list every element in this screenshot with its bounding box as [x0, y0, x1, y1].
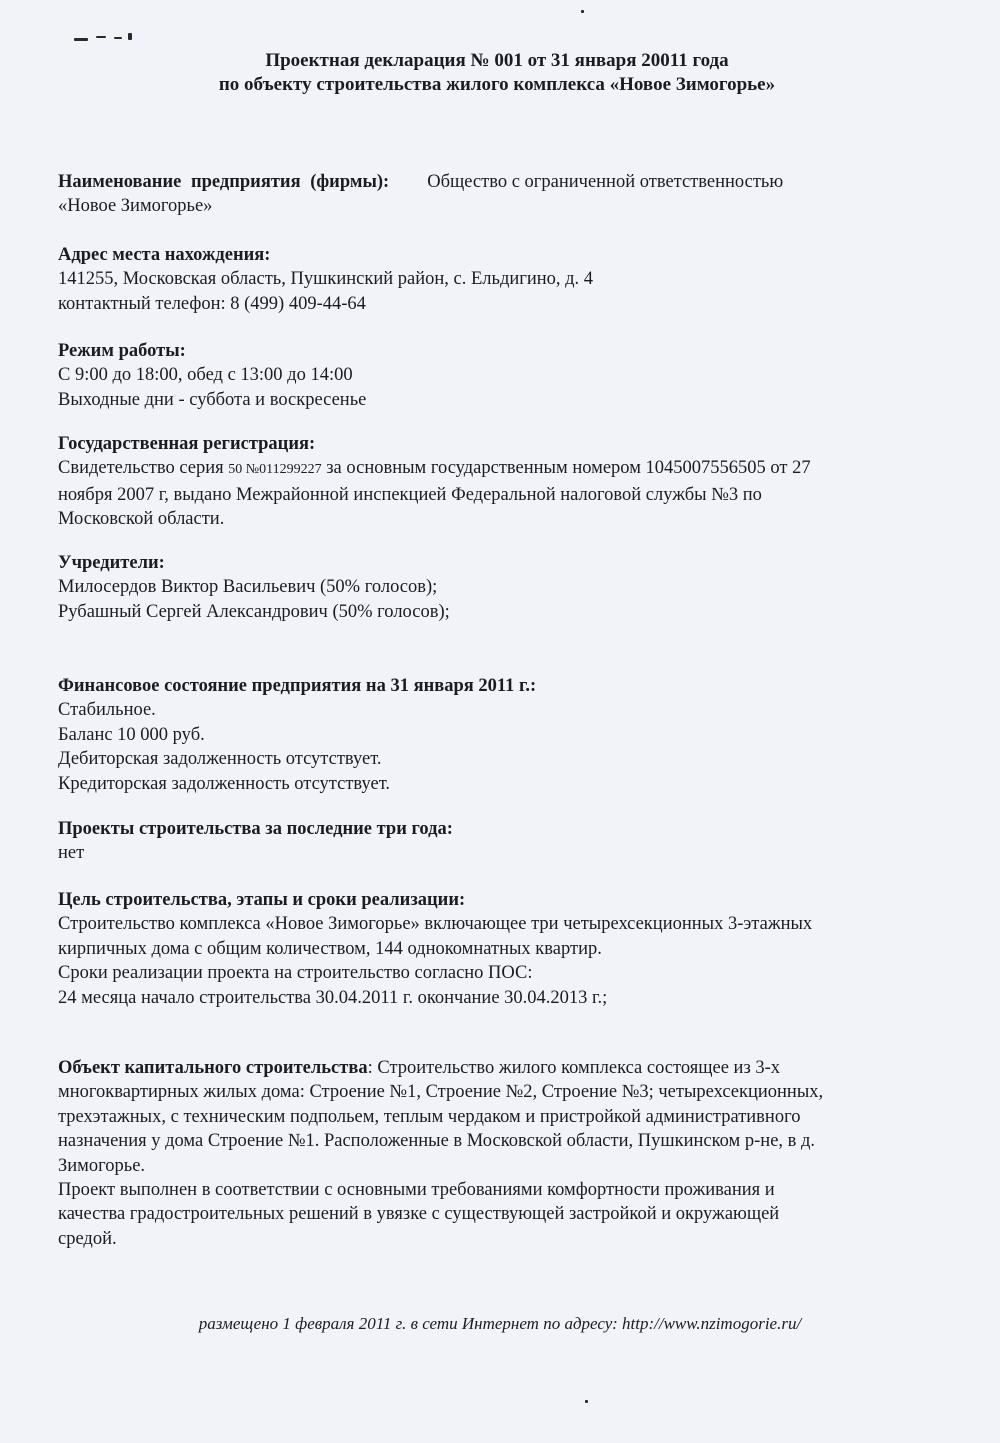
- hours-section: [58, 339, 938, 412]
- document-title: [0, 49, 1000, 97]
- scan-mark-topleft: [74, 38, 88, 41]
- registration-heading: Государственная регистрация:: [58, 434, 316, 454]
- registration-line-2: ноября 2007 г, выдано Межрайонной инспекцией Федеральной налоговой службы №3 по: [58, 484, 762, 505]
- object-label: Объект капитального строительства: [58, 1058, 368, 1078]
- object-line-5: Зимогорье.: [58, 1155, 146, 1176]
- object-line-8: средой.: [58, 1228, 117, 1249]
- scan-dot-bottom: [585, 1400, 588, 1403]
- founders-heading: Учредители:: [58, 553, 165, 573]
- finance-heading: Финансовое состояние предприятия на 31 января 2011 г.:: [58, 676, 537, 696]
- founder-2: Рубашный Сергей Александрович (50% голосов);: [58, 601, 450, 622]
- registration-line-3: Московской области.: [58, 509, 225, 530]
- projects-section: [58, 817, 938, 866]
- company-section: [58, 170, 938, 219]
- registration-text-1: Свидетельство серия: [58, 458, 224, 479]
- registration-section: [58, 432, 938, 532]
- address-section: [58, 243, 938, 316]
- address-phone: контактный телефон: 8 (499) 409-44-64: [58, 293, 366, 314]
- goal-heading: Цель строительства, этапы и сроки реализации:: [58, 890, 466, 910]
- company-value-1: Общество с ограниченной ответственностью: [427, 172, 784, 192]
- publication-note: размещено 1 февраля 2011 г. в сети Интернет по адресу: http://www.nzimogorie.ru/: [198, 1314, 802, 1333]
- goal-line-1: Строительство комплекса «Новое Зимогорье» включающее три четырехсекционных 3-этажных: [58, 914, 813, 935]
- scan-mark-topleft-2: [96, 36, 106, 38]
- company-value-2: «Новое Зимогорье»: [58, 196, 213, 217]
- founders-section: [58, 551, 938, 624]
- scan-dot-top: [581, 10, 584, 13]
- goal-line-2: кирпичных дома с общим количеством, 144 однокомнатных квартир.: [58, 938, 602, 959]
- registration-series-number: 50 №011299227: [228, 462, 322, 478]
- object-line-6: Проект выполнен в соответствии с основными требованиями комфортности проживания и: [58, 1180, 775, 1201]
- object-line-3: трехэтажных, с техническим подпольем, теплым чердаком и пристройкой административного: [58, 1106, 801, 1127]
- object-line-4: назначения у дома Строение №1. Расположенные в Московской области, Пушкинском р-не, в д.: [58, 1131, 816, 1152]
- finance-balance: Баланс 10 000 руб.: [58, 724, 205, 745]
- scan-mark-topleft-3: [114, 37, 122, 39]
- projects-value: нет: [58, 843, 85, 864]
- object-line-7: качества градостроительных решений в увязке с существующей застройкой и окружающей: [58, 1204, 780, 1225]
- projects-heading: Проекты строительства за последние три года:: [58, 819, 453, 839]
- scan-mark-topleft-4: [128, 33, 132, 40]
- goal-section: [58, 888, 938, 1010]
- founder-1: Милосердов Виктор Васильевич (50% голосов);: [58, 577, 438, 598]
- object-section: [58, 1056, 938, 1251]
- hours-line-2: Выходные дни - суббота и воскресенье: [58, 389, 367, 410]
- company-label: Наименование предприятия (фирмы):: [58, 172, 390, 192]
- address-line-1: 141255, Московская область, Пушкинский район, с. Ельдигино, д. 4: [58, 269, 594, 290]
- address-heading: Адрес места нахождения:: [58, 245, 271, 265]
- title-line-1: Проектная декларация № 001 от 31 января 20011 года: [265, 50, 729, 71]
- finance-payables: Кредиторская задолженность отсутствует.: [58, 773, 391, 794]
- title-line-2: по объекту строительства жилого комплекса «Новое Зимогорье»: [218, 74, 776, 95]
- object-line-2: многоквартирных жилых дома: Строение №1, Строение №2, Строение №3; четырехсекционных,: [58, 1082, 824, 1103]
- hours-heading: Режим работы:: [58, 341, 186, 361]
- finance-section: [58, 674, 938, 796]
- registration-text-2: за основным государственным номером 1045007556505 от 27: [326, 458, 811, 479]
- object-line-1: : Строительство жилого комплекса состоящее из 3-х: [367, 1058, 781, 1078]
- goal-line-4: 24 месяца начало строительства 30.04.2011 г. окончание 30.04.2013 г.;: [58, 987, 608, 1008]
- hours-line-1: С 9:00 до 18:00, обед с 13:00 до 14:00: [58, 365, 353, 386]
- finance-receivables: Дебиторская задолженность отсутствует.: [58, 749, 382, 770]
- goal-line-3: Сроки реализации проекта на строительство согласно ПОС:: [58, 963, 533, 984]
- finance-line-1: Стабильное.: [58, 700, 156, 721]
